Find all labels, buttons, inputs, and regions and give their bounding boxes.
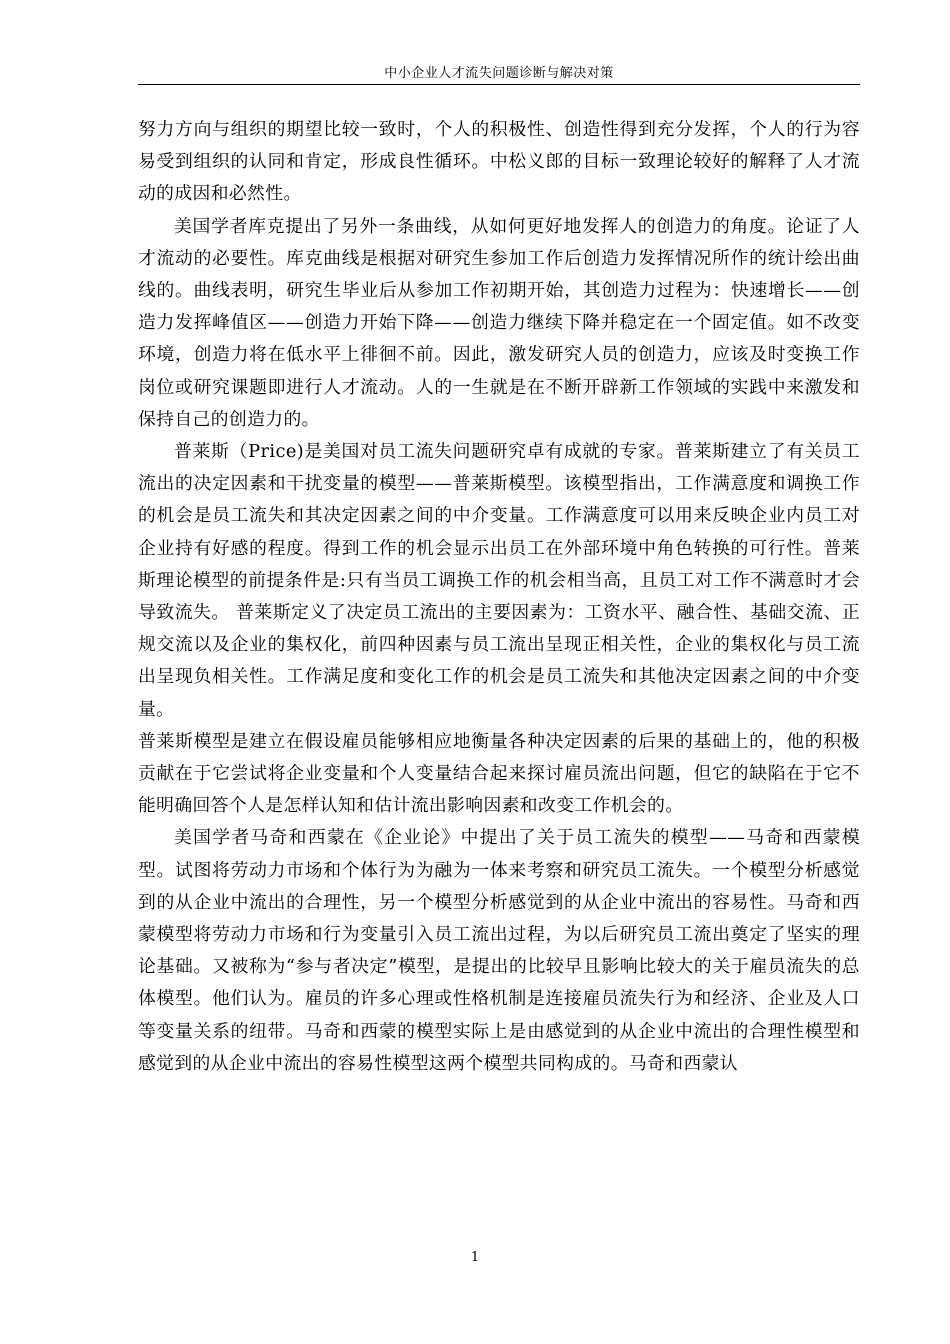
- paragraph-4: 普莱斯模型是建立在假设雇员能够相应地衡量各种决定因素的后果的基础上的，他的积极贡献在于它尝试将企业变量和个人变量结合起来探讨雇员流出问题，但它的缺陷在于它不能明确回答个人是怎样认知和估计流出影响因素和改变工作机会的。: [138, 730, 860, 817]
- page-number: 1: [470, 1250, 480, 1265]
- paragraph-3: 普莱斯（Price)是美国对员工流失问题研究卓有成就的专家。普莱斯建立了有关员工流出的决定因素和干扰变量的模型——普莱斯模型。该模型指出，工作满意度和调换工作的机会是员工流失和其决定因素之间的中介变量。工作满意度可以用来反映企业内员工对企业持有好感的程度。得到工作的机会显示出员工在外部环境中角色转换的可行性。普莱斯理论模型的前提条件是:只有当员工调换工作的机会相当高，且员工对工作不满意时才会导致流失。 普莱斯定义了决定员工流出的主要因素为：工资水平、融合性、基础交流、正规交流以及企业的集权化，前四种因素与员工流出呈现正相关性，企业的集权化与员工流出呈现负相关性。工作满足度和变化工作的机会是员工流失和其他决定因素之间的中介变量。: [138, 441, 860, 720]
- paragraph-2: 美国学者库克提出了另外一条曲线，从如何更好地发挥人的创造力的角度。论证了人才流动的必要性。库克曲线是根据对研究生参加工作后创造力发挥情况所作的统计绘出曲线的。曲线表明，研究生毕业后从参加工作初期开始，其创造力过程为：快速增长——创造力发挥峰值区——创造力开始下降——创造力继续下降并稳定在一个固定值。如不改变环境，创造力将在低水平上徘徊不前。因此，激发研究人员的创造力，应该及时变换工作岗位或研究课题即进行人才流动。人的一生就是在不断开辟新工作领域的实践中来激发和保持自己的创造力的。: [138, 215, 860, 430]
- header-divider: [138, 84, 860, 85]
- paragraph-1: 努力方向与组织的期望比较一致时，个人的积极性、创造性得到充分发挥，个人的行为容易受到组织的认同和肯定，形成良性循环。中松义郎的目标一致理论较好的解释了人才流动的成因和必然性。: [138, 119, 860, 205]
- paragraph-5: 美国学者马奇和西蒙在《企业论》中提出了关于员工流失的模型——马奇和西蒙模型。试图将劳动力市场和个体行为为融为一体来考察和研究员工流失。一个模型分析感觉到的从企业中流出的合理性，另一个模型分析感觉到的从企业中流出的容易性。马奇和西蒙模型将劳动力市场和行为变量引入员工流出过程，为以后研究员工流出奠定了坚实的理论基础。又被称为“参与者决定”模型，是提出的比较早且影响比较大的关于雇员流失的总体模型。他们认为。雇员的许多心理或性格机制是连接雇员流失行为和经济、企业及人口等变量关系的纽带。马奇和西蒙的模型实际上是由感觉到的从企业中流出的合理性模型和感觉到的从企业中流出的容易性模型这两个模型共同构成的。马奇和西蒙认: [138, 827, 860, 1074]
- body-text: [138, 114, 860, 1080]
- page-header-title: 中小企业人才流失问题诊断与解决对策: [384, 66, 614, 81]
